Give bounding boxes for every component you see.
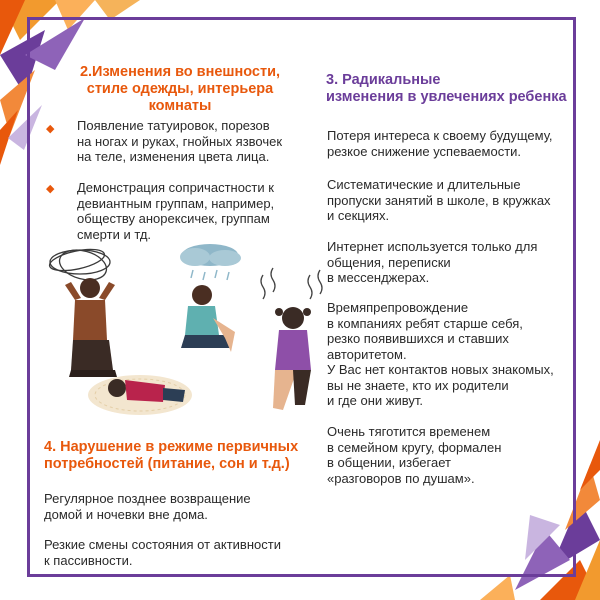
section3-paragraph-1: Потеря интереса к своему будущему, резкое снижение успеваемости. [327, 128, 553, 159]
section3-title-line1: 3. Радикальные [326, 72, 441, 88]
section4-title-number: 4 [44, 439, 53, 455]
section3-paragraph-5: Очень тяготится временем в семейном кругу, формален в общении, избегает «разговоров по душам». [327, 424, 502, 486]
section4-paragraph-2: Резкие смены состояния от активности к пассивности. [44, 537, 281, 568]
section4-title [44, 439, 324, 473]
section3-paragraph-3: Интернет используется только для общения, переписки в мессенджерах. [327, 239, 538, 285]
section2-bullet-1: Появление татуировок, порезов на ногах и руках, гнойных язвочек на теле, изменения цвета лица. [77, 118, 283, 164]
orange-diamond-icon: ◆ [46, 123, 55, 135]
section3-paragraph-4: Времяпрепровождение в компаниях ребят старше себя, резко появившихся и ставших авторитетом. У Вас нет контактов новых знакомых, вы не знаете, кто их родители и где они живут. [327, 300, 554, 408]
section2-bullet-2: Демонстрация сопричастности к девиантным группам, например, обществу анорексичек, группам смерти и тд. [77, 180, 275, 242]
section3-paragraph-2: Систематические и длительные пропуски занятий в школе, в кружках и секциях. [327, 177, 551, 223]
orange-diamond-icon: ◆ [46, 183, 55, 195]
section4-paragraph-1: Регулярное позднее возвращение домой и ночевки вне дома. [44, 491, 251, 522]
section3-title-line2: изменения в увлечениях ребенка [326, 89, 567, 105]
section2-title: 2.Изменения во внешности, стиле одежды, интерьера комнаты [79, 64, 281, 114]
section3-title [326, 72, 586, 106]
section4-title-text: . Нарушение в режиме первичных потребностей (питание, сон и т.д.) [44, 439, 299, 472]
distressed-teens-illustration [35, 240, 325, 430]
